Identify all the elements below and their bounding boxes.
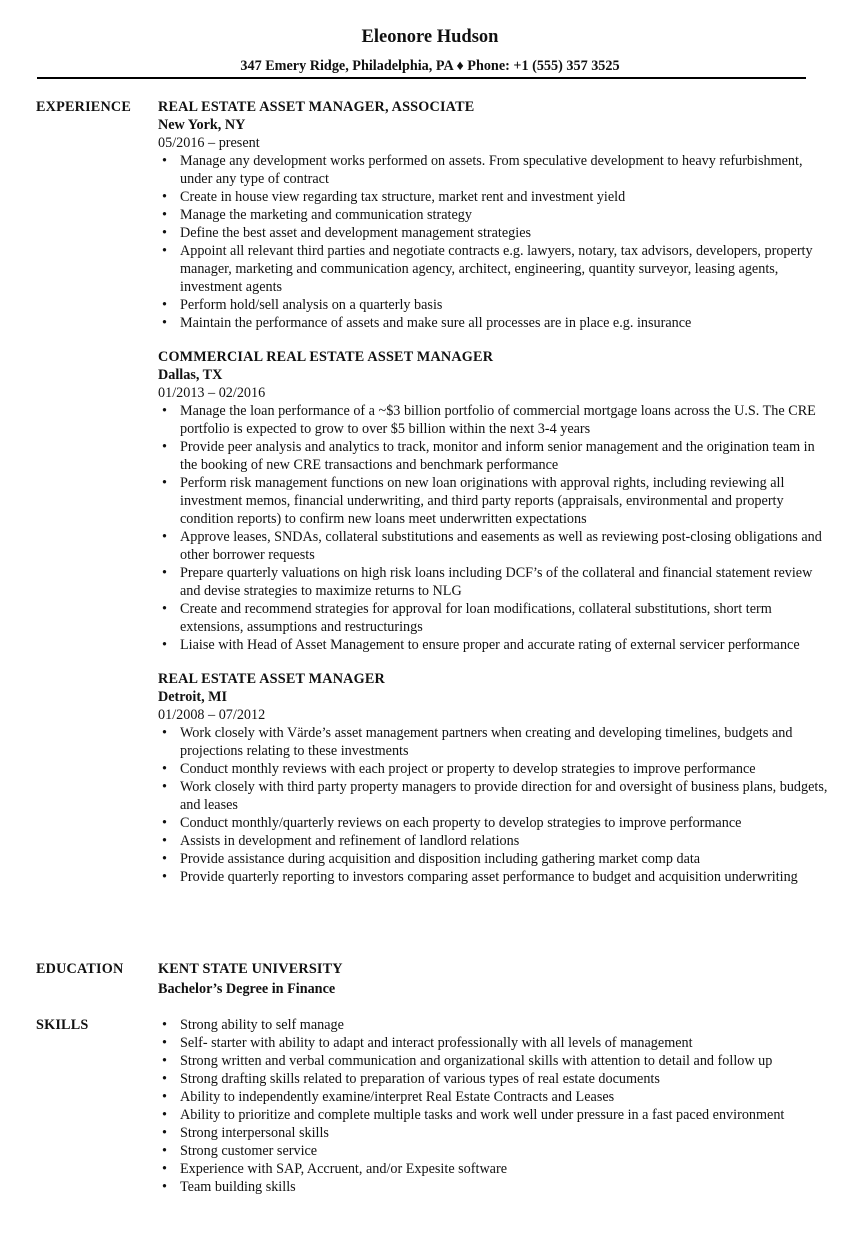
job-bullet: • Maintain the performance of assets and make sure all processes are in place e.g. insurance: [158, 314, 828, 332]
job-bullet: • Work closely with Värde’s asset management partners when creating and developing timelines, budgets and projections relating to these investments: [158, 724, 828, 760]
job-bullet: • Manage the marketing and communication strategy: [158, 206, 828, 224]
skills-heading: SKILLS: [36, 1017, 89, 1033]
skill-item: • Strong written and verbal communication and organizational skills with attention to detail and follow up: [158, 1052, 828, 1070]
job-bullet: • Define the best asset and development management strategies: [158, 224, 828, 242]
skills-list: [158, 1016, 828, 1196]
degree: Bachelor’s Degree in Finance: [158, 981, 336, 997]
experience-heading: EXPERIENCE: [36, 99, 132, 115]
skill-item: • Ability to prioritize and complete multiple tasks and work well under pressure in a fast paced environment: [158, 1106, 828, 1124]
job-entry: [158, 670, 828, 886]
job-location: Detroit, MI: [158, 689, 228, 705]
job-bullet: • Perform risk management functions on new loan originations with approval rights, including reviewing all investment memos, financial underwriting, and third party reports (appraisals, environmental and property condition reports) to confirm new loans meet underwritten expectations: [158, 474, 828, 528]
job-bullet: • Assists in development and refinement of landlord relations: [158, 832, 828, 850]
skill-item: • Team building skills: [158, 1178, 828, 1196]
job-dates: 01/2013 – 02/2016: [158, 385, 266, 401]
job-bullet: • Create in house view regarding tax structure, market rent and investment yield: [158, 188, 828, 206]
job-location: New York, NY: [158, 117, 246, 133]
job-title: REAL ESTATE ASSET MANAGER: [158, 671, 385, 687]
job-bullet: • Liaise with Head of Asset Management to ensure proper and accurate rating of external servicer performance: [158, 636, 828, 654]
job-bullet: • Create and recommend strategies for approval for loan modifications, collateral substitutions, short term extensions, assumptions and restructurings: [158, 600, 828, 636]
job-bullets: [158, 152, 828, 332]
job-dates: 01/2008 – 07/2012: [158, 707, 266, 723]
job-entry: [158, 348, 828, 654]
job-dates: 05/2016 – present: [158, 135, 260, 151]
job-entry: [158, 98, 828, 332]
skill-item: • Experience with SAP, Accruent, and/or Expesite software: [158, 1160, 828, 1178]
header-divider: [37, 77, 806, 79]
job-bullets: [158, 402, 828, 654]
job-title: COMMERCIAL REAL ESTATE ASSET MANAGER: [158, 349, 494, 365]
job-bullet: • Provide assistance during acquisition and disposition including gathering market comp data: [158, 850, 828, 868]
job-bullets: [158, 724, 828, 886]
candidate-name: Eleonore Hudson: [361, 27, 499, 47]
job-bullet: • Manage the loan performance of a ~$3 billion portfolio of commercial mortgage loans across the U.S. The CRE portfolio is expected to grow to over $5 billion within the next 3-4 years: [158, 402, 828, 438]
job-bullet: • Perform hold/sell analysis on a quarterly basis: [158, 296, 828, 314]
school-name: KENT STATE UNIVERSITY: [158, 961, 343, 977]
job-bullet: • Conduct monthly reviews with each project or property to develop strategies to improve performance: [158, 760, 828, 778]
resume-header: [0, 26, 860, 75]
skill-item: • Strong ability to self manage: [158, 1016, 828, 1034]
education-heading: EDUCATION: [36, 961, 124, 977]
skill-item: • Strong interpersonal skills: [158, 1124, 828, 1142]
skill-item: • Strong customer service: [158, 1142, 828, 1160]
job-bullet: • Provide quarterly reporting to investors comparing asset performance to budget and acquisition underwriting: [158, 868, 828, 886]
contact-line: 347 Emery Ridge, Philadelphia, PA ♦ Phone: +1 (555) 357 3525: [240, 58, 620, 74]
skill-item: • Strong drafting skills related to preparation of various types of real estate documents: [158, 1070, 828, 1088]
job-bullet: • Provide peer analysis and analytics to track, monitor and inform senior management and the origination team in the booking of new CRE transactions and benchmark performance: [158, 438, 828, 474]
skill-item: • Ability to independently examine/interpret Real Estate Contracts and Leases: [158, 1088, 828, 1106]
job-title: REAL ESTATE ASSET MANAGER, ASSOCIATE: [158, 99, 475, 115]
job-bullet: • Work closely with third party property managers to provide direction for and oversight of business plans, budgets, and leases: [158, 778, 828, 814]
job-bullet: • Approve leases, SNDAs, collateral substitutions and easements as well as reviewing post-closing obligations and other borrower requests: [158, 528, 828, 564]
job-bullet: • Appoint all relevant third parties and negotiate contracts e.g. lawyers, notary, tax advisors, developers, property manager, marketing and communication agency, architect, engineering, quantity surveyor, leasing agents, investment agents: [158, 242, 828, 296]
job-location: Dallas, TX: [158, 367, 223, 383]
job-bullet: • Prepare quarterly valuations on high risk loans including DCF’s of the collateral and financial statement review and devise strategies to maximize returns to NLG: [158, 564, 828, 600]
skill-item: • Self- starter with ability to adapt and interact professionally with all levels of management: [158, 1034, 828, 1052]
job-bullet: • Manage any development works performed on assets. From speculative development to heavy refurbishment, under any type of contract: [158, 152, 828, 188]
job-bullet: • Conduct monthly/quarterly reviews on each property to develop strategies to improve performance: [158, 814, 828, 832]
